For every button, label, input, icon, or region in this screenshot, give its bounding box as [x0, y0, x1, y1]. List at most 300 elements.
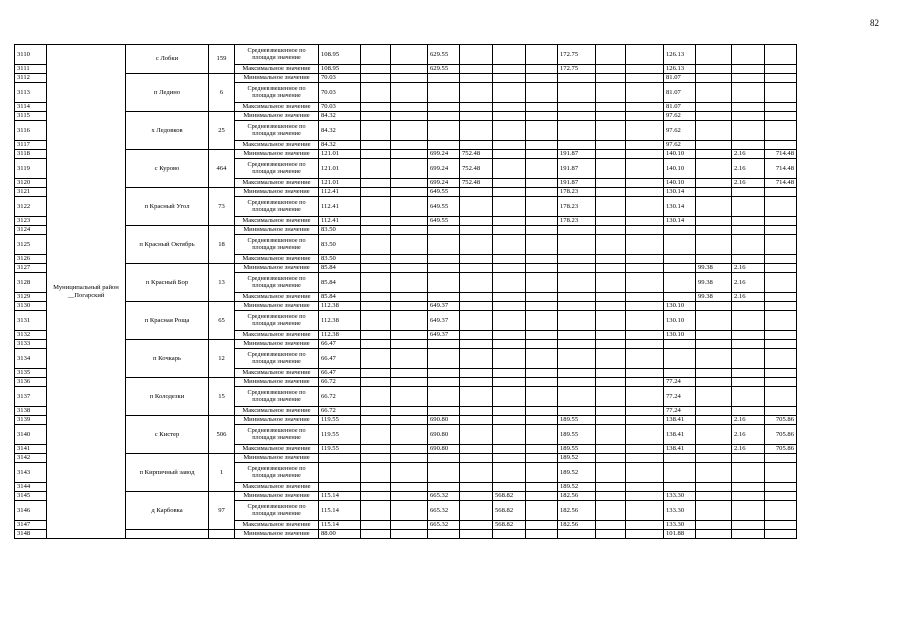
row-number: 3128	[15, 273, 47, 293]
row-number: 3113	[15, 83, 47, 103]
tariff-value	[428, 349, 460, 369]
tariff-value	[493, 226, 526, 235]
tariff-value	[696, 235, 732, 255]
tariff-value	[460, 340, 493, 349]
tariff-value	[765, 65, 797, 74]
tariff-value	[696, 483, 732, 492]
tariff-value: 112.41	[319, 188, 361, 197]
tariff-value: 172.75	[558, 65, 596, 74]
tariff-value	[732, 349, 765, 369]
tariff-value: 81.07	[664, 103, 696, 112]
tariff-value	[493, 340, 526, 349]
tariff-value	[493, 311, 526, 331]
tariff-value	[664, 264, 696, 273]
tariff-value	[765, 112, 797, 121]
tariff-value	[732, 378, 765, 387]
tariff-value	[361, 65, 391, 74]
tariff-value	[428, 463, 460, 483]
tariff-value	[732, 483, 765, 492]
tariff-value	[526, 369, 558, 378]
tariff-value	[626, 349, 664, 369]
tariff-value	[428, 255, 460, 264]
tariff-value	[664, 273, 696, 293]
tariff-value: 77.24	[664, 387, 696, 407]
tariff-value	[558, 273, 596, 293]
tariff-value	[596, 530, 626, 539]
tariff-value	[428, 530, 460, 539]
tariff-value	[460, 217, 493, 226]
tariff-value	[664, 349, 696, 369]
value-type-label: Максимальное значение	[235, 179, 319, 188]
table-row	[15, 378, 797, 387]
tariff-value	[626, 331, 664, 340]
tariff-value	[596, 293, 626, 302]
tariff-value	[696, 112, 732, 121]
tariff-value	[696, 45, 732, 65]
tariff-value: 112.41	[319, 197, 361, 217]
tariff-value	[696, 121, 732, 141]
tariff-value	[526, 112, 558, 121]
tariff-value	[696, 217, 732, 226]
tariff-value: 189.55	[558, 445, 596, 454]
tariff-value	[391, 103, 428, 112]
tariff-value	[696, 74, 732, 83]
tariff-value	[361, 226, 391, 235]
tariff-value	[558, 530, 596, 539]
tariff-value	[765, 255, 797, 264]
tariff-value	[361, 103, 391, 112]
tariff-value	[428, 369, 460, 378]
tariff-value: 191.87	[558, 159, 596, 179]
tariff-value	[558, 235, 596, 255]
tariff-value	[696, 378, 732, 387]
tariff-value	[526, 340, 558, 349]
tariff-value	[558, 226, 596, 235]
tariff-value: 699.24	[428, 179, 460, 188]
tariff-value	[558, 255, 596, 264]
tariff-value	[391, 188, 428, 197]
tariff-value	[391, 311, 428, 331]
tariff-value	[732, 83, 765, 103]
tariff-value	[493, 483, 526, 492]
tariff-value	[596, 302, 626, 311]
tariff-value	[493, 188, 526, 197]
tariff-value	[361, 311, 391, 331]
value-type-label: Минимальное значение	[235, 340, 319, 349]
tariff-value	[361, 530, 391, 539]
tariff-value: 699.24	[428, 150, 460, 159]
tariff-value	[596, 501, 626, 521]
tariff-value: 182.56	[558, 501, 596, 521]
tariff-value	[626, 463, 664, 483]
tariff-value	[596, 217, 626, 226]
tariff-value	[664, 483, 696, 492]
tariff-value	[493, 65, 526, 74]
tariff-value	[596, 150, 626, 159]
tariff-value	[732, 197, 765, 217]
tariff-value	[596, 378, 626, 387]
tariff-value	[493, 454, 526, 463]
tariff-value	[765, 188, 797, 197]
row-number: 3114	[15, 103, 47, 112]
tariff-value: 66.47	[319, 369, 361, 378]
tariff-value: 66.47	[319, 340, 361, 349]
table-row	[15, 530, 797, 539]
tariff-value	[696, 65, 732, 74]
tariff-value	[391, 302, 428, 311]
tariff-value	[732, 311, 765, 331]
tariff-value: 649.37	[428, 302, 460, 311]
value-type-label: Минимальное значение	[235, 416, 319, 425]
value-type-label: Максимальное значение	[235, 521, 319, 530]
row-number: 3130	[15, 302, 47, 311]
tariff-value: 85.84	[319, 293, 361, 302]
tariff-value	[361, 501, 391, 521]
tariff-value	[460, 226, 493, 235]
tariff-value	[493, 302, 526, 311]
value-type-label: Минимальное значение	[235, 530, 319, 539]
tariff-value	[391, 492, 428, 501]
tariff-value	[526, 188, 558, 197]
tariff-value	[732, 521, 765, 530]
tariff-value	[526, 74, 558, 83]
tariff-value	[428, 226, 460, 235]
tariff-value: 178.23	[558, 197, 596, 217]
tariff-value	[558, 141, 596, 150]
value-type-label: Максимальное значение	[235, 407, 319, 416]
tariff-value	[626, 179, 664, 188]
tariff-value	[361, 188, 391, 197]
tariff-value	[626, 425, 664, 445]
tariff-value	[526, 501, 558, 521]
tariff-value: 714.48	[765, 179, 797, 188]
tariff-value	[696, 83, 732, 103]
tariff-value: 138.41	[664, 425, 696, 445]
tariff-value	[391, 387, 428, 407]
tariff-value: 178.23	[558, 188, 596, 197]
tariff-value	[696, 197, 732, 217]
tariff-value	[696, 454, 732, 463]
tariff-value: 138.41	[664, 416, 696, 425]
tariff-value	[391, 425, 428, 445]
tariff-value	[596, 273, 626, 293]
tariff-value	[626, 378, 664, 387]
tariff-value: 568.82	[493, 492, 526, 501]
tariff-value	[460, 387, 493, 407]
settlement-population: 159	[209, 45, 235, 74]
tariff-value	[626, 530, 664, 539]
tariff-value	[361, 425, 391, 445]
tariff-value	[765, 378, 797, 387]
tariff-value	[526, 255, 558, 264]
tariff-value	[361, 150, 391, 159]
row-number: 3116	[15, 121, 47, 141]
tariff-value	[696, 255, 732, 264]
tariff-value	[526, 121, 558, 141]
tariff-value: 121.01	[319, 159, 361, 179]
tariff-value	[391, 463, 428, 483]
tariff-value	[526, 445, 558, 454]
tariff-value	[732, 255, 765, 264]
tariff-value	[391, 501, 428, 521]
tariff-value	[493, 103, 526, 112]
tariff-value	[361, 159, 391, 179]
row-number: 3124	[15, 226, 47, 235]
tariff-value: 629.55	[428, 45, 460, 65]
row-number: 3122	[15, 197, 47, 217]
tariff-value	[765, 349, 797, 369]
tariff-value	[493, 45, 526, 65]
tariff-value	[391, 217, 428, 226]
tariff-value	[391, 83, 428, 103]
tariff-value	[626, 302, 664, 311]
tariff-value	[596, 340, 626, 349]
tariff-value	[696, 349, 732, 369]
tariff-value	[526, 159, 558, 179]
row-number: 3136	[15, 378, 47, 387]
row-number: 3139	[15, 416, 47, 425]
tariff-value: 2.16	[732, 179, 765, 188]
tariff-value: 83.50	[319, 255, 361, 264]
tariff-value	[493, 407, 526, 416]
tariff-value: 130.10	[664, 311, 696, 331]
tariff-value	[664, 340, 696, 349]
tariff-value: 97.62	[664, 112, 696, 121]
tariff-value	[732, 188, 765, 197]
tariff-value	[460, 369, 493, 378]
tariff-value	[626, 65, 664, 74]
tariff-value	[526, 387, 558, 407]
tariff-value	[526, 425, 558, 445]
tariff-value	[391, 483, 428, 492]
tariff-value	[626, 369, 664, 378]
tariff-value	[558, 74, 596, 83]
tariff-value	[558, 331, 596, 340]
tariff-value: 649.37	[428, 311, 460, 331]
tariff-value	[626, 103, 664, 112]
tariff-value	[765, 103, 797, 112]
tariff-value: 140.10	[664, 159, 696, 179]
tariff-value	[596, 159, 626, 179]
tariff-value	[664, 226, 696, 235]
table-row	[15, 340, 797, 349]
tariff-value	[428, 293, 460, 302]
tariff-value	[391, 407, 428, 416]
tariff-value: 690.80	[428, 425, 460, 445]
settlement-name: п Кирпичный завод	[126, 454, 209, 492]
tariff-value	[696, 226, 732, 235]
page-number: 82	[870, 18, 879, 28]
value-type-label: Максимальное значение	[235, 141, 319, 150]
row-number: 3120	[15, 179, 47, 188]
tariff-value	[765, 530, 797, 539]
tariff-value	[428, 273, 460, 293]
value-type-label: Максимальное значение	[235, 103, 319, 112]
tariff-value	[361, 302, 391, 311]
tariff-value: 97.62	[664, 141, 696, 150]
tariff-value	[626, 74, 664, 83]
value-type-label: Максимальное значение	[235, 293, 319, 302]
tariff-value: 66.72	[319, 387, 361, 407]
tariff-value	[626, 141, 664, 150]
value-type-label: Максимальное значение	[235, 369, 319, 378]
row-number: 3134	[15, 349, 47, 369]
table-row	[15, 492, 797, 501]
tariff-value	[765, 501, 797, 521]
tariff-value: 133.30	[664, 501, 696, 521]
tariff-value	[596, 197, 626, 217]
tariff-value: 66.47	[319, 349, 361, 369]
tariff-value	[664, 255, 696, 264]
tariff-value	[664, 463, 696, 483]
settlement-population: 65	[209, 302, 235, 340]
row-number: 3133	[15, 340, 47, 349]
tariff-value	[765, 454, 797, 463]
tariff-value	[526, 378, 558, 387]
tariff-value	[596, 331, 626, 340]
tariff-value	[626, 226, 664, 235]
tariff-value	[361, 74, 391, 83]
tariff-value	[526, 293, 558, 302]
value-type-label: Максимальное значение	[235, 65, 319, 74]
tariff-value	[765, 273, 797, 293]
tariff-value	[696, 425, 732, 445]
tariff-value	[460, 463, 493, 483]
tariff-value	[361, 179, 391, 188]
tariff-value	[526, 179, 558, 188]
tariff-value: 81.07	[664, 74, 696, 83]
tariff-value	[460, 425, 493, 445]
tariff-value	[596, 74, 626, 83]
tariff-value	[696, 331, 732, 340]
row-number: 3125	[15, 235, 47, 255]
tariff-value	[626, 454, 664, 463]
tariff-value	[391, 159, 428, 179]
tariff-value	[428, 74, 460, 83]
table-row	[15, 188, 797, 197]
tariff-value	[696, 188, 732, 197]
tariff-value: 119.55	[319, 416, 361, 425]
row-number: 3111	[15, 65, 47, 74]
tariff-value	[460, 273, 493, 293]
tariff-value	[428, 112, 460, 121]
tariff-value	[596, 387, 626, 407]
tariff-value: 2.16	[732, 273, 765, 293]
value-type-label: Средневзвешенное по площади значение	[235, 501, 319, 521]
row-number: 3131	[15, 311, 47, 331]
tariff-value	[319, 483, 361, 492]
tariff-value	[765, 83, 797, 103]
tariff-value	[696, 369, 732, 378]
value-type-label: Средневзвешенное по площади значение	[235, 83, 319, 103]
tariff-value	[460, 65, 493, 74]
settlement-name: х Ледовков	[126, 112, 209, 150]
tariff-value	[732, 217, 765, 226]
tariff-value	[460, 197, 493, 217]
tariff-value: 178.23	[558, 217, 596, 226]
tariff-value: 70.03	[319, 74, 361, 83]
row-number: 3121	[15, 188, 47, 197]
tariff-value: 649.55	[428, 188, 460, 197]
tariff-value: 714.48	[765, 150, 797, 159]
tariff-value	[596, 311, 626, 331]
value-type-label: Средневзвешенное по площади значение	[235, 45, 319, 65]
tariff-value	[765, 463, 797, 483]
tariff-value	[526, 331, 558, 340]
row-number: 3126	[15, 255, 47, 264]
tariff-value	[428, 121, 460, 141]
tariff-value	[765, 311, 797, 331]
tariff-value: 191.87	[558, 150, 596, 159]
tariff-value: 115.14	[319, 492, 361, 501]
tariff-value	[361, 407, 391, 416]
tariff-value	[696, 492, 732, 501]
tariff-value	[428, 340, 460, 349]
settlement-name	[126, 530, 209, 539]
tariff-value	[626, 387, 664, 407]
table-row	[15, 264, 797, 273]
tariff-value	[526, 492, 558, 501]
tariff-value: 133.30	[664, 521, 696, 530]
tariff-value: 126.13	[664, 45, 696, 65]
tariff-value: 172.75	[558, 45, 596, 65]
tariff-value	[664, 293, 696, 302]
tariff-value	[596, 112, 626, 121]
row-number: 3146	[15, 501, 47, 521]
tariff-value	[765, 235, 797, 255]
tariff-value: 126.13	[664, 65, 696, 74]
tariff-value	[460, 492, 493, 501]
tariff-value	[428, 235, 460, 255]
settlement-population: 1	[209, 454, 235, 492]
value-type-label: Максимальное значение	[235, 255, 319, 264]
tariff-value	[493, 141, 526, 150]
tariff-value	[596, 454, 626, 463]
tariff-value	[493, 74, 526, 83]
tariff-value	[493, 83, 526, 103]
tariff-value	[732, 121, 765, 141]
tariff-value	[460, 311, 493, 331]
tariff-value	[493, 121, 526, 141]
tariff-value	[460, 483, 493, 492]
tariff-value	[391, 378, 428, 387]
tariff-value	[596, 188, 626, 197]
tariff-value: 714.48	[765, 159, 797, 179]
value-type-label: Средневзвешенное по площади значение	[235, 349, 319, 369]
table-row	[15, 416, 797, 425]
tariff-value	[391, 179, 428, 188]
table-row	[15, 74, 797, 83]
tariff-value	[391, 369, 428, 378]
tariff-value: 752.48	[460, 179, 493, 188]
tariff-value	[460, 45, 493, 65]
tariff-value: 83.50	[319, 235, 361, 255]
tariff-value	[428, 264, 460, 273]
tariff-value	[526, 454, 558, 463]
tariff-value	[428, 83, 460, 103]
tariff-value	[526, 45, 558, 65]
tariff-value	[493, 150, 526, 159]
tariff-value: 2.16	[732, 264, 765, 273]
tariff-value	[558, 369, 596, 378]
tariff-value	[765, 74, 797, 83]
row-number: 3118	[15, 150, 47, 159]
tariff-value	[391, 530, 428, 539]
tariff-value	[361, 483, 391, 492]
tariff-value	[361, 369, 391, 378]
tariff-value	[526, 264, 558, 273]
tariff-value	[526, 150, 558, 159]
